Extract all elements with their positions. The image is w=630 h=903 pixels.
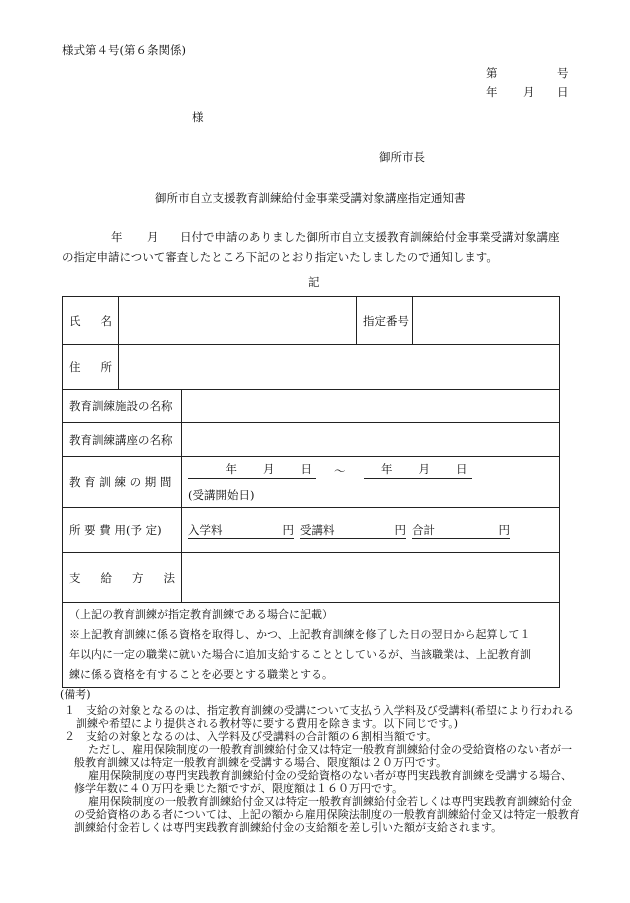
document-title: 御所市自立支援教育訓練給付金事業受講対象講座指定通知書 bbox=[155, 191, 466, 205]
number-suffix: 号 bbox=[557, 66, 569, 80]
date-day-label: 日 bbox=[557, 85, 569, 99]
body-month: 月 bbox=[147, 230, 159, 244]
name-value[interactable] bbox=[119, 297, 357, 345]
course-value[interactable] bbox=[182, 423, 560, 457]
note-line-3: 年以内に一定の職業に就いた場合に追加支給することとしているが、当該職業は、上記教育訓 bbox=[69, 648, 531, 661]
period-label: 教 育 訓 練 の 期 間 bbox=[63, 457, 182, 508]
period-end-month: 月 bbox=[418, 462, 430, 476]
designation-number-value[interactable] bbox=[413, 297, 560, 345]
period-value[interactable] bbox=[182, 457, 560, 508]
note-line-1: （上記の教育訓練が指定教育訓練である場合に記載） bbox=[69, 608, 333, 621]
date-year-label: 年 bbox=[486, 85, 498, 99]
total-label: 合計 bbox=[412, 522, 435, 537]
course-row bbox=[63, 423, 560, 457]
tuition-fee-field[interactable] bbox=[300, 522, 406, 539]
period-dates bbox=[188, 461, 553, 479]
address-label-1: 住 bbox=[69, 360, 81, 374]
cost-fields bbox=[188, 522, 553, 539]
remarks bbox=[62, 688, 582, 834]
note-line-2: ※上記教育訓練に係る資格を取得し、かつ、上記教育訓練を修了した日の翌日から起算して１ bbox=[69, 628, 531, 641]
total-yen: 円 bbox=[498, 522, 510, 537]
designation-number-label: 指定番号 bbox=[357, 297, 413, 345]
address-row bbox=[63, 345, 560, 390]
period-end bbox=[364, 461, 472, 479]
facility-value[interactable] bbox=[182, 390, 560, 423]
remarks-para-2: 雇用保険制度の専門実践教育訓練給付金の受給資格のない者が専門実践教育訓練を受講する場合、修学年数に４０万円を乗じた額ですが、限度額は１６０万円です。 bbox=[74, 769, 572, 795]
name-row bbox=[63, 297, 560, 345]
payment-label-cell bbox=[63, 553, 182, 603]
period-end-year: 年 bbox=[381, 462, 393, 476]
course-label: 教育訓練講座の名称 bbox=[63, 423, 182, 457]
period-tilde: ～ bbox=[334, 464, 346, 478]
period-start-day: 日 bbox=[300, 462, 312, 476]
remarks-item-2: ２ 支給の対象となるのは、入学料及び受講料の合計額の６割相当額です。 bbox=[64, 730, 438, 743]
designation-table bbox=[62, 296, 560, 688]
cost-label: 所 要 費 用(予 定) bbox=[63, 508, 182, 553]
payment-label-3: 方 bbox=[132, 570, 144, 585]
payment-label-4: 法 bbox=[163, 570, 175, 585]
tuition-fee-yen: 円 bbox=[394, 522, 406, 537]
note-line-4: 練に係る資格を有することを必要とする職業とする。 bbox=[69, 668, 333, 681]
period-start-year: 年 bbox=[225, 462, 237, 476]
period-start bbox=[188, 461, 316, 479]
payment-label-2: 給 bbox=[100, 570, 112, 585]
cost-value[interactable] bbox=[182, 508, 560, 553]
ki-heading: 記 bbox=[308, 275, 320, 289]
admission-fee-label: 入学料 bbox=[188, 522, 223, 537]
payment-label-1: 支 bbox=[69, 570, 81, 585]
period-note: (受講開始日) bbox=[188, 488, 255, 502]
remarks-para-3: 雇用保険制度の一般教育訓練給付金又は特定一般教育訓練給付金若しくは専門実践教育訓練給付金の受給資格のある者については、上記の額から雇用保険法制度の一般教育訓練給付金又は特定一般教育訓練給付金若しくは専門実践教育訓練給付金の支給額を差し引いた額が支給されます。 bbox=[74, 795, 580, 834]
total-field[interactable] bbox=[412, 522, 510, 539]
facility-label: 教育訓練施設の名称 bbox=[63, 390, 182, 423]
payment-row bbox=[63, 553, 560, 603]
name-label-1: 氏 bbox=[69, 313, 81, 328]
address-value[interactable] bbox=[119, 345, 560, 390]
note-row bbox=[63, 603, 560, 688]
number-label: 第 bbox=[486, 66, 498, 80]
form-id: 様式第４号(第６条関係) bbox=[62, 43, 186, 57]
date-month-label: 月 bbox=[523, 85, 535, 99]
note-cell bbox=[63, 603, 560, 688]
addressee-suffix: 様 bbox=[192, 110, 204, 124]
cost-row bbox=[63, 508, 560, 553]
remarks-para-1: ただし、雇用保険制度の一般教育訓練給付金又は特定一般教育訓練給付金の受給資格のない者が一般教育訓練又は特定一般教育訓練を受講する場合、限度額は２０万円です。 bbox=[74, 743, 572, 769]
body-year: 年 bbox=[111, 230, 123, 244]
name-label-cell bbox=[63, 297, 119, 345]
issuer: 御所市長 bbox=[379, 150, 425, 164]
facility-row bbox=[63, 390, 560, 423]
body-line2: の指定申請について審査したところ下記のとおり指定いたしましたので通知します。 bbox=[62, 250, 498, 264]
period-row bbox=[63, 457, 560, 508]
tuition-fee-label: 受講料 bbox=[300, 522, 335, 537]
admission-fee-field[interactable] bbox=[188, 522, 294, 539]
period-end-day: 日 bbox=[456, 462, 468, 476]
remarks-heading: (備考) bbox=[60, 688, 91, 701]
admission-fee-yen: 円 bbox=[282, 522, 294, 537]
address-label-2: 所 bbox=[100, 360, 112, 374]
period-start-month: 月 bbox=[263, 462, 275, 476]
payment-value[interactable] bbox=[182, 553, 560, 603]
address-label-cell bbox=[63, 345, 119, 390]
body-line1: 日付で申請のありました御所市自立支援教育訓練給付金事業受講対象講座 bbox=[180, 230, 560, 244]
remarks-item-1: １ 支給の対象となるのは、指定教育訓練の受講について支払う入学料及び受講料(希望により行われる訓練や希望により提供される教材等に要する費用を除きます。以下同じです。) bbox=[64, 704, 575, 730]
name-label-2: 名 bbox=[100, 313, 112, 328]
